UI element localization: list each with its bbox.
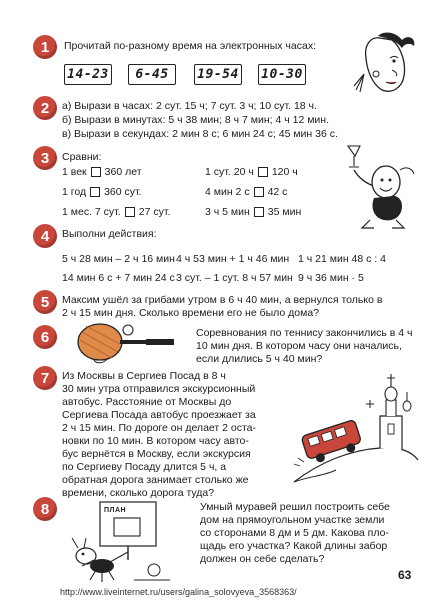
woman-face-illustration (350, 30, 420, 102)
task-number-6: 6 (33, 325, 57, 349)
compare-box[interactable] (91, 167, 101, 177)
compare-box[interactable] (125, 207, 135, 217)
task-7-line: бус вернётся в Москву, если экскурсия (62, 448, 251, 460)
task-6-line-1: Соревнования по теннису закончились в 4 ч (196, 327, 413, 339)
task-7-line: времени, сколько дорога туда? (62, 487, 215, 499)
task-8-line: со сторонами 8 дм и 5 дм. Какова пло- (200, 527, 389, 539)
compare-value: 120 ч (271, 166, 298, 178)
task-2c: в) Вырази в секундах: 2 мин 8 с; 6 мин 24 с; 45 мин 36 с. (62, 128, 338, 140)
task-7-line: автобус. Расстояние от Москвы до (62, 396, 232, 408)
compare-box[interactable] (258, 167, 268, 177)
task-6-line-3: если длились 5 ч 40 мин? (196, 353, 323, 365)
compare-row-1-right (205, 166, 298, 178)
man-with-glass-illustration (330, 140, 420, 232)
task-7-line: Из Москвы в Сергиев Посад в 8 ч (62, 370, 226, 382)
compare-row-2-left (62, 186, 142, 198)
task-3-title: Сравни: (62, 151, 102, 163)
calc-expression: 9 ч 36 мин · 5 (298, 272, 364, 284)
plan-sign-label: ПЛАН (104, 507, 127, 514)
clock-1: 14-23 (64, 64, 112, 85)
task-number-3: 3 (33, 146, 57, 170)
task-5-line-2: 2 ч 15 мин дня. Сколько времени его не было дома? (62, 307, 320, 319)
task-number-8: 8 (33, 497, 57, 521)
compare-row-3-right (205, 206, 301, 218)
task-number-5: 5 (33, 290, 57, 314)
calc-expression: 1 ч 21 мин 48 с : 4 (298, 253, 386, 265)
task-2b: б) Вырази в минутах: 5 ч 38 мин; 8 ч 7 мин; 4 ч 12 мин. (62, 114, 329, 126)
calc-expression: 4 ч 53 мин + 1 ч 46 мин (176, 253, 290, 265)
task-1-text: Прочитай по-разному время на электронных часах: (64, 40, 316, 52)
compare-value: 1 год (62, 186, 87, 198)
task-8-line: щадь его участка? Какой длины забор (200, 540, 388, 552)
compare-value: 1 век (62, 166, 87, 178)
bus-and-church-illustration (290, 366, 422, 486)
compare-value: 3 ч 5 мин (205, 206, 250, 218)
task-2a: а) Вырази в часах: 2 сут. 15 ч; 7 сут. 3 ч; 10 сут. 18 ч. (62, 100, 317, 112)
task-7-line: по Сергиеву Посаду длится 5 ч, а (62, 461, 227, 473)
source-url: http://www.liveinternet.ru/users/galina_solovyeva_3568363/ (60, 587, 297, 597)
task-8-line: дом на прямоугольном участке земли (200, 514, 385, 526)
clock-2: 6-45 (128, 64, 176, 85)
task-number-4: 4 (33, 224, 57, 248)
compare-value: 27 сут. (138, 206, 171, 218)
task-number-1: 1 (33, 35, 57, 59)
task-8-line: Умный муравей решил построить себе (200, 501, 390, 513)
calc-expression: 3 сут. – 1 сут. 8 ч 57 мин (176, 272, 293, 284)
task-6-line-2: 10 мин дня. В котором часу они начались, (196, 340, 402, 352)
task-7-line: 2 ч 15 мин. По дороге он делает 2 оста- (62, 422, 256, 434)
task-7-line: обратная дорога занимает столько же (62, 474, 249, 486)
compare-value: 42 с (267, 186, 288, 198)
compare-value: 1 мес. 7 сут. (62, 206, 121, 218)
compare-value: 4 мин 2 с (205, 186, 250, 198)
task-7-line: новки по 10 мин. В котором часу авто- (62, 435, 249, 447)
page-number: 63 (398, 568, 412, 582)
clock-3: 19-54 (194, 64, 242, 85)
compare-value: 360 сут. (104, 186, 142, 198)
compare-box[interactable] (90, 187, 100, 197)
calc-expression: 14 мин 6 с + 7 мин 24 с (62, 272, 175, 284)
task-4-title: Выполни действия: (62, 228, 157, 240)
task-7-line: 30 мин утра отправился экскурсионный (62, 383, 256, 395)
compare-box[interactable] (254, 187, 264, 197)
compare-value: 35 мин (267, 206, 302, 218)
compare-row-3-left (62, 206, 170, 218)
compare-row-1-left (62, 166, 142, 178)
task-5-line-1: Максим ушёл за грибами утром в 6 ч 40 мин, а вернулся только в (62, 294, 383, 306)
compare-value: 360 лет (104, 166, 142, 178)
tennis-racket-illustration (70, 318, 180, 366)
task-7-line: Сергиева Посада автобус проезжает за (62, 409, 256, 421)
compare-box[interactable] (254, 207, 264, 217)
task-number-2: 2 (33, 96, 57, 120)
compare-row-2-right (205, 186, 287, 198)
clock-4: 10-30 (258, 64, 306, 85)
calc-expression: 5 ч 28 мин – 2 ч 16 мин (62, 253, 175, 265)
compare-value: 1 сут. 20 ч (205, 166, 254, 178)
task-number-7: 7 (33, 366, 57, 390)
task-8-line: должен он себе сделать? (200, 553, 325, 565)
